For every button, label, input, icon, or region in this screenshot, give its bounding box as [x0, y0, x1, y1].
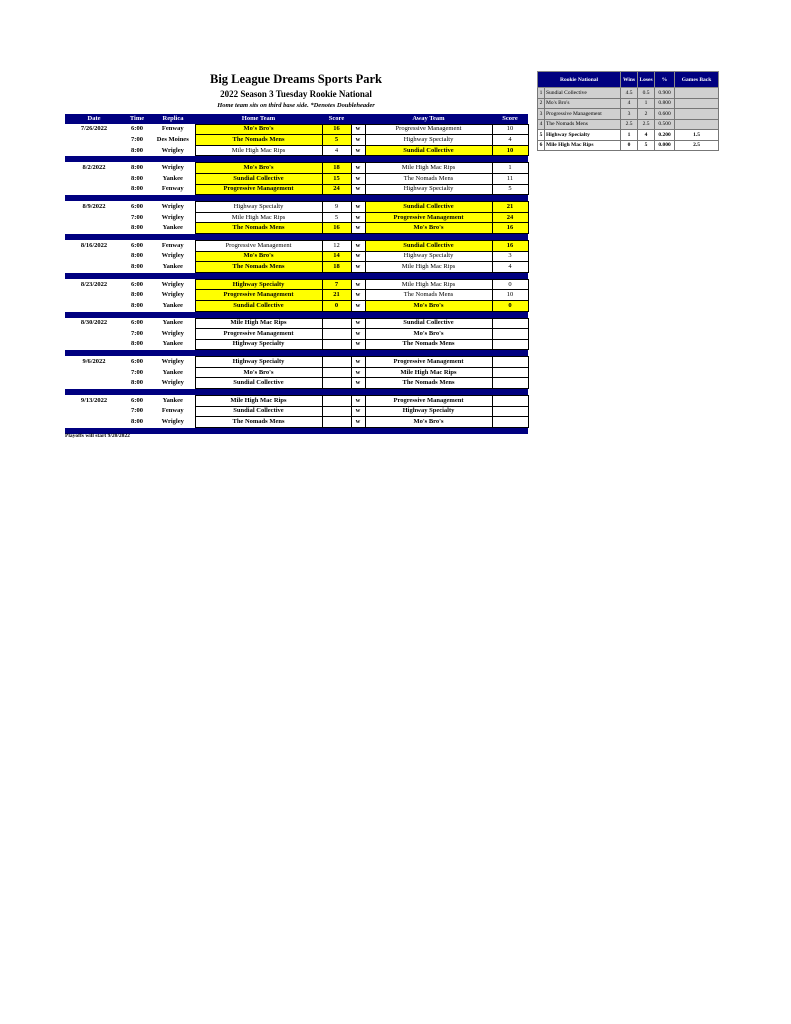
standings-games-back [675, 109, 719, 120]
versus-marker: w [351, 212, 365, 223]
week-separator-bar [65, 156, 528, 163]
away-team: Sundial Collective [365, 145, 492, 156]
game-row [65, 145, 528, 156]
game-row [65, 251, 528, 262]
game-row [65, 184, 528, 195]
standings-games-back: 2.5 [675, 140, 719, 151]
away-score [492, 329, 528, 340]
standings-rank: 4 [538, 119, 545, 130]
standings-wins: 3 [621, 109, 638, 120]
versus-marker: w [351, 290, 365, 301]
versus-marker: w [351, 145, 365, 156]
game-row [65, 417, 528, 428]
game-time: 6:00 [131, 125, 143, 133]
game-replica: Yankee [162, 319, 183, 327]
standings-header-pct: % [655, 72, 675, 88]
versus-marker: w [351, 262, 365, 273]
standings-row [538, 140, 719, 151]
home-team: The Nomads Mens [195, 417, 322, 428]
column-header-vs [351, 114, 365, 124]
away-score: 24 [492, 212, 528, 223]
away-team: The Nomads Mens [365, 173, 492, 184]
home-team: The Nomads Mens [195, 223, 322, 234]
game-date [65, 367, 123, 378]
standings-pct: 0.800 [655, 98, 675, 109]
game-row [65, 262, 528, 273]
home-team: Mo's Bro's [195, 124, 322, 135]
away-team: Mo's Bro's [365, 417, 492, 428]
game-time: 6:00 [131, 396, 143, 404]
away-team: Progressive Management [365, 124, 492, 135]
home-score: 0 [322, 300, 351, 311]
standings-loses: 2.5 [638, 119, 655, 130]
game-date [65, 184, 123, 195]
away-score: 5 [492, 184, 528, 195]
versus-marker: w [351, 251, 365, 262]
game-replica: Wrigley [161, 202, 184, 210]
away-team: Mo's Bro's [365, 300, 492, 311]
playoffs-footnote: Playoffs will start 9/20/2022 [65, 433, 130, 439]
versus-marker: w [351, 163, 365, 174]
away-score: 11 [492, 173, 528, 184]
game-replica: Wrigley [161, 379, 184, 387]
game-time: 8:00 [131, 164, 143, 172]
week-separator [65, 156, 528, 163]
home-score: 5 [322, 135, 351, 146]
standings-games-back [675, 88, 719, 99]
standings-table [537, 71, 719, 151]
versus-marker: w [351, 124, 365, 135]
column-header-home-score: Score [322, 114, 351, 124]
versus-marker: w [351, 329, 365, 340]
game-replica: Fenway [161, 241, 184, 249]
standings-wins: 1 [621, 130, 638, 141]
game-replica: Yankee [162, 368, 183, 376]
standings-header-games-back: Games Back [675, 72, 719, 88]
game-date: 8/2/2022 [82, 164, 106, 172]
game-row [65, 212, 528, 223]
versus-marker: w [351, 357, 365, 368]
away-score: 10 [492, 145, 528, 156]
standings-loses: 0.5 [638, 88, 655, 99]
away-team: Mo's Bro's [365, 329, 492, 340]
away-score: 10 [492, 124, 528, 135]
standings-team: The Nomads Mens [545, 119, 621, 130]
home-score: 18 [322, 163, 351, 174]
game-replica: Yankee [162, 262, 183, 270]
game-date [65, 145, 123, 156]
home-team: Mo's Bro's [195, 251, 322, 262]
game-time: 6:00 [131, 241, 143, 249]
game-row [65, 396, 528, 407]
versus-marker: w [351, 339, 365, 350]
versus-marker: w [351, 367, 365, 378]
game-time: 8:00 [131, 418, 143, 426]
game-time: 8:00 [131, 185, 143, 193]
game-row [65, 124, 528, 135]
game-time: 8:00 [131, 146, 143, 154]
versus-marker: w [351, 173, 365, 184]
game-time: 8:00 [131, 301, 143, 309]
game-time: 8:00 [131, 262, 143, 270]
versus-marker: w [351, 184, 365, 195]
week-separator [65, 427, 528, 434]
away-score: 1 [492, 163, 528, 174]
game-row [65, 357, 528, 368]
versus-marker: w [351, 318, 365, 329]
versus-marker: w [351, 202, 365, 213]
game-replica: Fenway [161, 125, 184, 133]
schedule-header-row [65, 114, 528, 124]
away-score [492, 339, 528, 350]
standings-row [538, 88, 719, 99]
week-separator [65, 389, 528, 396]
away-team: The Nomads Mens [365, 378, 492, 389]
home-team: Mile High Mac Rips [195, 396, 322, 407]
away-score: 16 [492, 240, 528, 251]
away-score: 4 [492, 135, 528, 146]
away-team: Mile High Mac Rips [365, 163, 492, 174]
week-separator-bar [65, 272, 528, 279]
game-replica: Wrigley [161, 280, 184, 288]
game-row [65, 223, 528, 234]
game-replica: Yankee [162, 396, 183, 404]
home-team: Mile High Mac Rips [195, 212, 322, 223]
home-score: 12 [322, 240, 351, 251]
game-time: 8:00 [131, 174, 143, 182]
versus-marker: w [351, 406, 365, 417]
standings-rank: 5 [538, 130, 545, 141]
game-date: 7/26/2022 [80, 125, 108, 133]
away-score: 0 [492, 300, 528, 311]
home-team: Highway Specialty [195, 279, 322, 290]
game-date [65, 251, 123, 262]
away-team: Highway Specialty [365, 135, 492, 146]
standings-team: Highway Specialty [545, 130, 621, 141]
away-score: 21 [492, 202, 528, 213]
home-team: Sundial Collective [195, 378, 322, 389]
game-time: 7:00 [131, 213, 143, 221]
away-score [492, 417, 528, 428]
home-score [322, 417, 351, 428]
home-score [322, 318, 351, 329]
column-header-replica: Replica [151, 114, 195, 124]
game-date: 8/30/2022 [80, 319, 108, 327]
game-row [65, 318, 528, 329]
standings-pct: 0.200 [655, 130, 675, 141]
away-score: 0 [492, 279, 528, 290]
home-team: Sundial Collective [195, 300, 322, 311]
away-score [492, 367, 528, 378]
week-separator-bar [65, 195, 528, 202]
schedule-note: Home team sits on third base side. *Denotes Doubleheader [217, 102, 375, 109]
away-score: 16 [492, 223, 528, 234]
home-score [322, 329, 351, 340]
home-score: 24 [322, 184, 351, 195]
away-team: Mo's Bro's [365, 223, 492, 234]
versus-marker: w [351, 135, 365, 146]
away-score [492, 406, 528, 417]
standings-header-row [538, 72, 719, 88]
game-date [65, 173, 123, 184]
game-time: 6:00 [131, 202, 143, 210]
standings-header-division: Rookie National [538, 72, 621, 88]
game-date [65, 212, 123, 223]
game-date [65, 378, 123, 389]
page-subtitle: 2022 Season 3 Tuesday Rookie National [220, 89, 372, 99]
schedule-body [65, 124, 528, 434]
away-team: Progressive Management [365, 357, 492, 368]
game-row [65, 290, 528, 301]
standings-games-back [675, 119, 719, 130]
week-separator-bar [65, 233, 528, 240]
home-team: Highway Specialty [195, 202, 322, 213]
game-time: 7:00 [131, 135, 143, 143]
standings-pct: 0.500 [655, 119, 675, 130]
standings-loses: 4 [638, 130, 655, 141]
home-team: Mile High Mac Rips [195, 145, 322, 156]
week-separator-bar [65, 311, 528, 318]
versus-marker: w [351, 223, 365, 234]
home-team: Sundial Collective [195, 406, 322, 417]
week-separator [65, 195, 528, 202]
game-replica: Wrigley [161, 164, 184, 172]
away-team: Mile High Mac Rips [365, 262, 492, 273]
game-time: 8:00 [131, 340, 143, 348]
standings-row [538, 119, 719, 130]
home-score [322, 339, 351, 350]
game-row [65, 300, 528, 311]
away-score [492, 318, 528, 329]
standings-games-back: 1.5 [675, 130, 719, 141]
away-team: Mile High Mac Rips [365, 367, 492, 378]
versus-marker: w [351, 240, 365, 251]
home-score: 5 [322, 212, 351, 223]
home-score [322, 357, 351, 368]
home-team: Mo's Bro's [195, 163, 322, 174]
game-row [65, 279, 528, 290]
standings-header-wins: Wins [621, 72, 638, 88]
standings-wins: 0 [621, 140, 638, 151]
home-team: Mo's Bro's [195, 367, 322, 378]
game-replica: Wrigley [161, 291, 184, 299]
column-header-date: Date [65, 114, 123, 124]
game-time: 8:00 [131, 379, 143, 387]
game-row [65, 163, 528, 174]
game-replica: Des Moines [156, 135, 189, 143]
column-header-away-score: Score [492, 114, 528, 124]
week-separator-bar [65, 350, 528, 357]
home-score: 14 [322, 251, 351, 262]
column-header-time: Time [123, 114, 151, 124]
home-score [322, 367, 351, 378]
standings-wins: 2.5 [621, 119, 638, 130]
game-replica: Yankee [162, 301, 183, 309]
home-score: 15 [322, 173, 351, 184]
game-date [65, 135, 123, 146]
standings-team: Mo's Bro's [545, 98, 621, 109]
home-score: 16 [322, 223, 351, 234]
versus-marker: w [351, 279, 365, 290]
game-row [65, 135, 528, 146]
schedule-table [65, 114, 529, 434]
versus-marker: w [351, 300, 365, 311]
game-replica: Wrigley [161, 146, 184, 154]
away-team: Progressive Management [365, 396, 492, 407]
away-team: The Nomads Mens [365, 339, 492, 350]
home-score [322, 406, 351, 417]
game-date [65, 300, 123, 311]
standings-pct: 0.600 [655, 109, 675, 120]
week-separator [65, 272, 528, 279]
game-date [65, 339, 123, 350]
game-time: 8:00 [131, 291, 143, 299]
home-team: Highway Specialty [195, 357, 322, 368]
standings-loses: 2 [638, 109, 655, 120]
game-replica: Yankee [162, 174, 183, 182]
game-time: 7:00 [131, 329, 143, 337]
away-team: Highway Specialty [365, 184, 492, 195]
game-time: 7:00 [131, 368, 143, 376]
game-date [65, 262, 123, 273]
away-score [492, 357, 528, 368]
standings-team: Progressive Management [545, 109, 621, 120]
away-score: 3 [492, 251, 528, 262]
home-score: 4 [322, 145, 351, 156]
away-team: Sundial Collective [365, 240, 492, 251]
game-time: 6:00 [131, 319, 143, 327]
game-date [65, 223, 123, 234]
game-date: 9/6/2022 [82, 358, 106, 366]
week-separator-bar [65, 389, 528, 396]
standings-rank: 1 [538, 88, 545, 99]
versus-marker: w [351, 417, 365, 428]
game-replica: Wrigley [161, 213, 184, 221]
away-score: 4 [492, 262, 528, 273]
home-team: Progressive Management [195, 240, 322, 251]
game-row [65, 173, 528, 184]
standings-rank: 6 [538, 140, 545, 151]
standings-wins: 4 [621, 98, 638, 109]
game-replica: Yankee [162, 224, 183, 232]
game-date: 8/23/2022 [80, 280, 108, 288]
standings-team: Sundial Collective [545, 88, 621, 99]
game-date: 8/16/2022 [80, 241, 108, 249]
game-row [65, 329, 528, 340]
game-time: 8:00 [131, 252, 143, 260]
home-team: The Nomads Mens [195, 262, 322, 273]
home-team: Progressive Management [195, 184, 322, 195]
game-row [65, 378, 528, 389]
game-replica: Fenway [161, 185, 184, 193]
game-date [65, 406, 123, 417]
home-score: 18 [322, 262, 351, 273]
home-team: Sundial Collective [195, 173, 322, 184]
away-team: Sundial Collective [365, 318, 492, 329]
away-team: Highway Specialty [365, 406, 492, 417]
game-date [65, 417, 123, 428]
game-date: 8/9/2022 [82, 202, 106, 210]
game-row [65, 339, 528, 350]
away-score [492, 378, 528, 389]
game-date [65, 329, 123, 340]
game-replica: Wrigley [161, 358, 184, 366]
game-replica: Yankee [162, 340, 183, 348]
home-score: 7 [322, 279, 351, 290]
away-score [492, 396, 528, 407]
page-title: Big League Dreams Sports Park [210, 72, 382, 86]
home-team: Mile High Mac Rips [195, 318, 322, 329]
game-replica: Wrigley [161, 252, 184, 260]
game-replica: Wrigley [161, 329, 184, 337]
home-score: 16 [322, 124, 351, 135]
standings-body [538, 88, 719, 151]
away-team: Mile High Mac Rips [365, 279, 492, 290]
week-separator [65, 350, 528, 357]
standings-wins: 4.5 [621, 88, 638, 99]
week-separator [65, 311, 528, 318]
week-separator [65, 233, 528, 240]
home-team: Progressive Management [195, 329, 322, 340]
standings-loses: 5 [638, 140, 655, 151]
game-row [65, 367, 528, 378]
home-team: Progressive Management [195, 290, 322, 301]
standings-pct: 0.900 [655, 88, 675, 99]
standings-rank: 3 [538, 109, 545, 120]
game-date: 9/13/2022 [80, 396, 108, 404]
game-time: 6:00 [131, 280, 143, 288]
standings-row [538, 98, 719, 109]
game-row [65, 406, 528, 417]
game-row [65, 240, 528, 251]
versus-marker: w [351, 378, 365, 389]
standings-loses: 1 [638, 98, 655, 109]
home-score: 21 [322, 290, 351, 301]
column-header-away-team: Away Team [365, 114, 492, 124]
home-score [322, 396, 351, 407]
game-date [65, 290, 123, 301]
versus-marker: w [351, 396, 365, 407]
standings-rank: 2 [538, 98, 545, 109]
standings-header-loses: Loses [638, 72, 655, 88]
home-score: 9 [322, 202, 351, 213]
week-separator-bar [65, 427, 528, 434]
game-replica: Wrigley [161, 418, 184, 426]
away-score: 10 [492, 290, 528, 301]
away-team: Highway Specialty [365, 251, 492, 262]
home-team: Highway Specialty [195, 339, 322, 350]
game-row [65, 202, 528, 213]
standings-row [538, 130, 719, 141]
game-time: 7:00 [131, 407, 143, 415]
standings-team: Mile High Mac Rips [545, 140, 621, 151]
standings-row [538, 109, 719, 120]
home-score [322, 378, 351, 389]
standings-games-back [675, 98, 719, 109]
home-team: The Nomads Mens [195, 135, 322, 146]
standings-pct: 0.000 [655, 140, 675, 151]
game-time: 8:00 [131, 224, 143, 232]
away-team: Progressive Management [365, 212, 492, 223]
away-team: The Nomads Mens [365, 290, 492, 301]
column-header-home-team: Home Team [195, 114, 322, 124]
away-team: Sundial Collective [365, 202, 492, 213]
game-time: 6:00 [131, 358, 143, 366]
game-replica: Fenway [161, 407, 184, 415]
